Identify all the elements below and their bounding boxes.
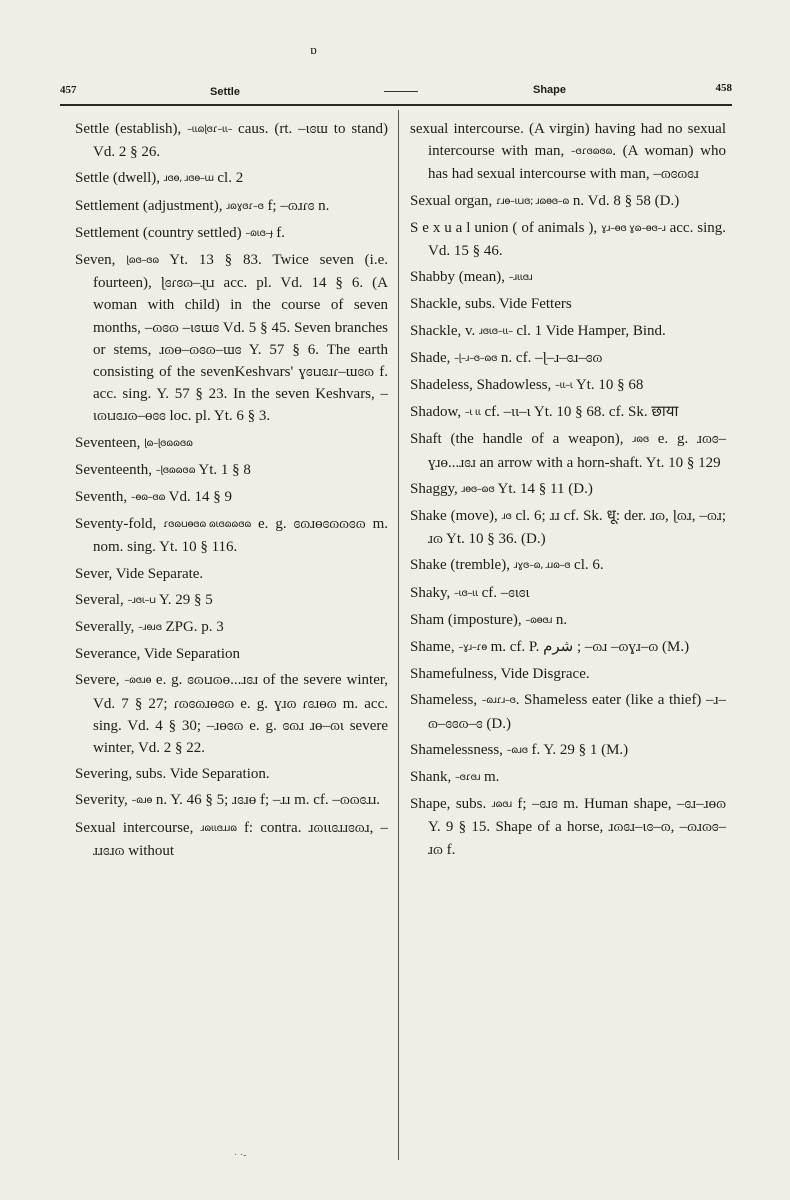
entry-definition: Yt. 10 § 68 — [572, 377, 644, 394]
entry-headword: Sexual intercourse, — [75, 819, 194, 836]
avestan-script: –ɹɵɹɞ — [138, 622, 162, 634]
entry-headword: Seventy-fold, — [75, 516, 157, 533]
entry-headword: Shank, — [410, 769, 452, 786]
avestan-script: ɹɣɞ–ɷ, ɹɹɷ–ɞ — [513, 560, 571, 572]
avestan-script: ɹɵɞ–ɷɞ — [461, 483, 495, 495]
dictionary-entry — [75, 817, 388, 862]
entry-headword: Shape, subs. — [410, 796, 487, 813]
dictionary-entry — [75, 486, 388, 509]
entry-headword: Severing, subs. Vide Separation. — [75, 766, 270, 783]
entry-definition: cf. –ɞɩɞɩ — [477, 584, 530, 601]
entry-definition: n. — [552, 611, 568, 628]
entry-definition: ZPG. p. 3 — [161, 619, 224, 636]
entry-headword: S e x u a l union ( of animals ), — [410, 219, 598, 236]
dictionary-entry — [410, 217, 726, 262]
entry-definition: cl. 2 — [213, 170, 244, 187]
avestan-script: –ɷɹɾɹ–ɞ — [481, 695, 516, 707]
avestan-script: ɹɞɩɞ–ɩɩ– — [479, 325, 513, 337]
dictionary-entry — [75, 789, 388, 812]
dictionary-entry — [410, 663, 726, 685]
entry-definition: e. g. ɹɷɞ–ɣɹɵ...ɹɞɹ an arrow with a horn-shaft. Yt. 10 § 129 — [428, 431, 727, 471]
avestan-script: ɹɷɞ — [632, 434, 649, 446]
entry-definition: n. Vd. 8 § 58 (D.) — [569, 192, 680, 209]
avestan-script: ɹɷɩɩɞɹɹɷ — [200, 822, 237, 834]
avestan-script: ɹɷɞɹ — [491, 799, 512, 811]
entry-headword: Settle (establish), — [75, 121, 182, 137]
left-column — [75, 118, 388, 866]
avestan-script: –ɹɞɩ–ɩɹ — [127, 594, 156, 606]
dictionary-entry — [75, 589, 388, 612]
avestan-script: ɾɞɷɩɹɵɞɷ ɷɩɞɷɷɞɷ — [163, 519, 251, 531]
entry-definition: f. — [272, 224, 285, 241]
entry-definition: f: contra. ɹɷɩɩɞɹɹɞɷɹ, –ɹɹɞɹɷ without — [93, 819, 388, 859]
avestan-script: ɭɷɞ–ɞɷ — [126, 255, 159, 267]
dictionary-entry — [75, 195, 388, 218]
entry-definition: m. cf. P. شرم ; –ɷɹ –ɷɣɹ–ɷ (M.) — [486, 639, 690, 656]
entry-headword: Shackle, subs. Vide Fetters — [410, 296, 572, 313]
entry-headword: Severity, — [75, 792, 128, 809]
running-header — [60, 78, 732, 102]
entry-headword: Shadow, — [410, 404, 462, 421]
entry-definition: cl. 6. — [570, 557, 604, 574]
dictionary-entry — [410, 582, 726, 605]
entry-headword: Shade, — [410, 349, 451, 366]
entry-headword: Seventeenth, — [75, 461, 153, 478]
entry-definition: Y. 29 § 5 — [155, 591, 213, 608]
entry-definition: e. g. ɞɷɩɹɷɵ...ɹɞɹ of the severe winter, Vd. 7 § 27; ɾɷɞɷɹɵɞɷ e. g. ɣɹɷ ɾɞɹɵɷ m. acc. sing. Vd. 4 § 30; –ɹɵɞɷ e. g. ɞɷɹ ɹɵ–ɷɩ severe winter, Vd. 2 § 22. — [93, 672, 389, 757]
page-number-left: 457 — [60, 84, 77, 96]
dictionary-entry — [410, 320, 726, 343]
entry-headword: Shake (tremble), — [410, 557, 510, 574]
dictionary-entry — [410, 689, 726, 734]
page-top-mark: ɒ — [310, 42, 317, 57]
dictionary-entry — [75, 763, 388, 785]
avestan-script: –ɭɞɷɷɞɷ — [155, 464, 196, 476]
avestan-script: –ɞɾɞɹ — [455, 772, 481, 784]
entry-headword: Shame, — [410, 639, 455, 656]
dictionary-entry — [75, 249, 388, 428]
right-column — [410, 118, 726, 865]
entry-definition: m. — [480, 769, 500, 786]
dictionary-entry — [410, 401, 726, 424]
page-number-right: 458 — [715, 82, 732, 94]
dictionary-entry — [75, 432, 388, 455]
dictionary-entry — [75, 222, 388, 245]
dictionary-entry — [75, 513, 388, 558]
dictionary-entry — [75, 616, 388, 639]
dictionary-entry — [410, 374, 726, 397]
entry-definition: n. Y. 46 § 5; ɹɞɹɵ f; –ɹɹ m. cf. –ɷɷɞɹɹ. — [152, 792, 381, 809]
dictionary-entry — [410, 636, 726, 659]
dictionary-entry — [75, 167, 388, 190]
entry-definition: acc. sing. Vd. 15 § 46. — [428, 219, 726, 260]
entry-definition: Yt. 13 § 83. Twice seven (i.e. fourteen), ɭɞɾɞɷ–ɻɩɹ acc. pl. Vd. 14 § 6. (A woman with child) in the course of seven months, –ɷɞɷ –ɩɞɯɞ Vd. 5 § 45. Seven branches or stems, ɹɷɵ–ɷɞɷ–ɯɞ Y. 57 § 6. The earth consisting of the sevenKeshvars' ɣɞɩɹɞɹɾ–ɯɞɷ f. acc. sing. Y. 57 § 23. In the seven Keshvars, –ɩɷɩɹɞɹɷ–ɵɞɞ loc. pl. Yt. 6 § 3. — [93, 252, 388, 425]
entry-definition: n. cf. –ɭ–ɹ–ɞɹ–ɞɷ — [497, 349, 603, 366]
entry-definition: Vd. 14 § 9 — [165, 489, 232, 506]
dictionary-entry — [75, 669, 388, 759]
entry-headword: Sexual organ, — [410, 192, 493, 209]
running-title-left: Settle — [210, 86, 240, 98]
entry-headword: Shaft (the handle of a weapon), — [410, 431, 624, 448]
entry-headword: Settle (dwell), — [75, 170, 160, 187]
avestan-script: –ɷɹɵ — [131, 795, 153, 807]
dictionary-entry — [410, 554, 726, 577]
entry-definition: . Shameless eater (like a thief) –ɹ–ɷ–ɞɞɷ–ɞ (D.) — [428, 692, 727, 732]
entry-definition: Yt. 14 § 11 (D.) — [494, 480, 593, 497]
page-bottom-mark: · ·- — [234, 1150, 247, 1161]
entry-headword: Shaky, — [410, 584, 451, 601]
dictionary-entry — [410, 609, 726, 632]
entry-definition: f; –ɞɹɞ m. Human shape, –ɞɹ–ɹɵɷ Y. 9 § 15. Shape of a horse, ɹɷɞɹ–ɩɞ–ɷ, –ɷɹɷɞ–ɹɷ f. — [428, 796, 727, 858]
dictionary-entry — [75, 643, 388, 665]
avestan-script: –ɩɩ–ɩ — [555, 380, 573, 392]
avestan-script: ɭɷ–ɭɞɷɷɞɷ — [144, 437, 193, 449]
dictionary-entry — [410, 347, 726, 370]
entry-headword: Seven, — [75, 252, 116, 269]
avestan-script: ɾɹɵ–ɩɩɹɞ; ɹɷɵɞ–ɷ — [495, 195, 570, 207]
entry-definition: Yt. 1 § 8 — [195, 461, 251, 478]
entry-headword: Shadeless, Shadowless, — [410, 377, 552, 394]
entry-headword: Severance, Vide Separation — [75, 646, 241, 663]
avestan-script: –ɭ–ɹ–ɞ–ɷɞ — [454, 352, 498, 364]
avestan-script: ɹɷɣɞɾ–ɞ — [226, 200, 264, 212]
entry-headword: Shaggy, — [410, 480, 458, 497]
avestan-script: –ɣɹ–ɾɵ — [458, 642, 487, 654]
entry-definition: f. Y. 29 § 1 (M.) — [527, 741, 629, 758]
entry-headword: Seventeen, — [75, 434, 141, 451]
entry-headword: Shake (move), — [410, 508, 498, 525]
dictionary-entry — [75, 563, 388, 585]
entry-definition: caus. (rt. –ɩɞɯ to stand) Vd. 2 § 26. — [93, 121, 388, 161]
entry-definition: e. g. ɞɷɹɵɞɷɷɞɷ m. nom. sing. Yt. 10 § 116. — [93, 516, 388, 556]
entry-headword: Severally, — [75, 619, 135, 636]
header-rule — [60, 104, 732, 106]
entry-headword: Several, — [75, 591, 124, 608]
dictionary-entry — [75, 459, 388, 482]
avestan-script: ɹɞɵ, ɹɞɵ–ɯ — [163, 173, 214, 185]
dictionary-entry — [410, 478, 726, 501]
entry-headword: Sever, Vide Separate. — [75, 565, 204, 582]
avestan-script: –ɷɹɞ — [506, 744, 528, 756]
header-dash — [384, 91, 418, 92]
avestan-script: –ɹɩɩɞɹ — [508, 272, 533, 284]
entry-headword: Settlement (country settled) — [75, 224, 242, 241]
avestan-script: –ɷɩɞ–ɟ — [245, 227, 273, 239]
entry-headword: sexual intercourse. (A virgin) having had no sexual intercourse with man, — [410, 121, 726, 160]
dictionary-entry — [410, 766, 726, 789]
column-divider — [398, 110, 399, 1160]
avestan-script: –ɩɞ–ɩɩ — [454, 587, 478, 599]
entry-headword: Severe, — [75, 672, 120, 689]
entry-definition: . (A woman) who has had sexual intercourse with man, –ɷɞɷɞɹ — [428, 143, 726, 183]
avestan-script: –ɵɷ–ɞɷ — [130, 492, 166, 504]
entry-definition: cl. 1 Vide Hamper, Bind. — [512, 322, 666, 339]
dictionary-entry — [410, 428, 726, 473]
entry-definition: cf. –ɩɩ–ɩ Yt. 10 § 68. cf. Sk. छाया — [480, 404, 679, 421]
avestan-script: ɣɹ–ɵɞ ɣɷ–ɵɞ–ɹ — [601, 222, 666, 234]
entry-headword: Shamefulness, Vide Disgrace. — [410, 666, 590, 683]
entry-headword: Shameless, — [410, 692, 478, 709]
avestan-script: –ɷɞɹɵ — [124, 675, 152, 687]
avestan-script: ɹɞ — [501, 511, 512, 523]
running-title-right: Shape — [533, 84, 567, 96]
entry-definition: cl. 6; ɹɹ cf. Sk. धू: der. ɹɷ, ɭɷɹ, –ɷɹ; ɹɷ Yt. 10 § 36. (D.) — [428, 508, 727, 548]
dictionary-entry — [410, 293, 726, 315]
entry-headword: Sham (imposture), — [410, 611, 522, 628]
avestan-script: –ɩ ɩɩ — [464, 407, 481, 419]
dictionary-entry — [410, 190, 726, 213]
avestan-script: –ɩɩɷɭɞɾ–ɩɩ– — [187, 124, 233, 135]
dictionary-entry — [410, 266, 726, 289]
dictionary-entry — [410, 505, 726, 550]
entry-headword: Seventh, — [75, 489, 128, 506]
entry-headword: Shamelessness, — [410, 741, 503, 758]
dictionary-entry — [410, 118, 726, 186]
dictionary-entry — [410, 793, 726, 861]
entry-definition: f; –ɷɹɾɞ n. — [263, 197, 330, 214]
avestan-script: –ɞɾɞɷɞɷ — [570, 146, 613, 158]
dictionary-entry — [410, 739, 726, 762]
entry-headword: Shackle, v. — [410, 322, 476, 339]
entry-headword: Settlement (adjustment), — [75, 197, 223, 214]
avestan-script: –ɷɵɞɹ — [525, 614, 553, 626]
dictionary-entry — [75, 118, 388, 163]
entry-headword: Shabby (mean), — [410, 269, 505, 286]
